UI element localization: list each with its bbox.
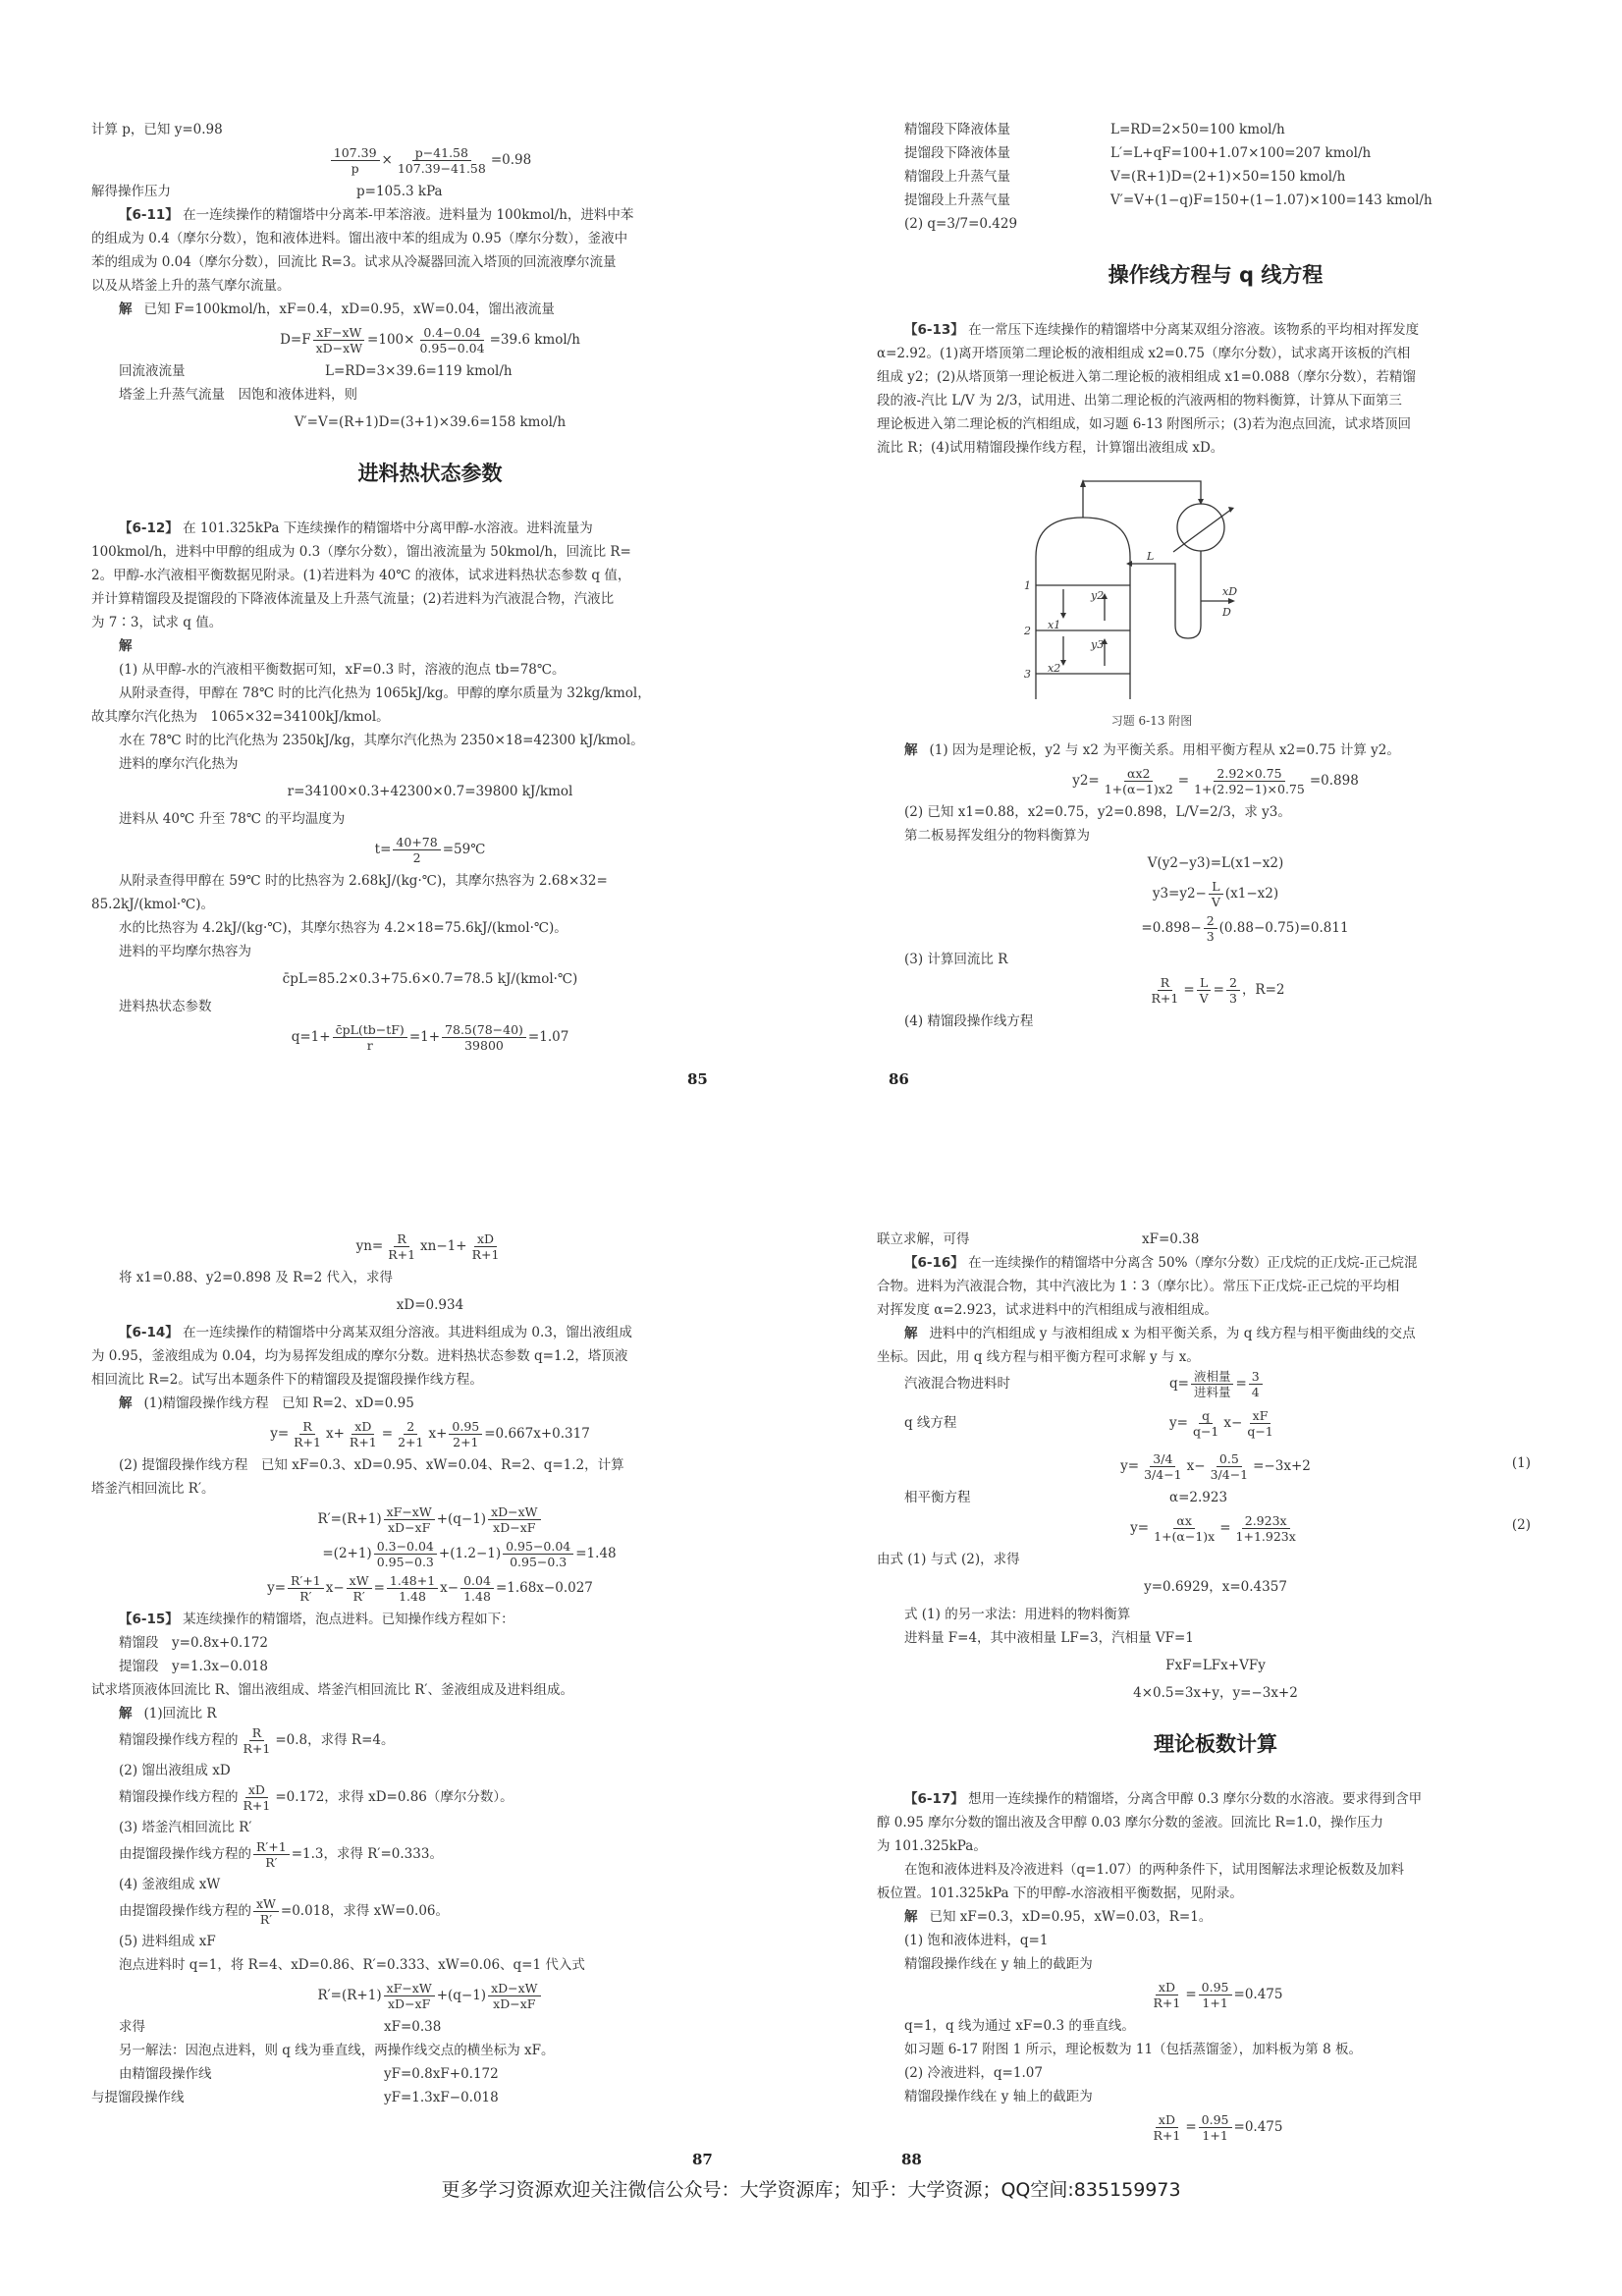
problem-tag: 【6-11】	[119, 207, 179, 223]
xD-label: xD	[1222, 585, 1238, 598]
page-85	[91, 118, 769, 1057]
y3-label: y3	[1091, 638, 1105, 651]
section-heading: 操作线方程与 q 线方程	[1108, 263, 1324, 287]
section-heading: 进料热状态参数	[357, 462, 503, 485]
solution-label: 解	[119, 301, 133, 317]
section-heading: 理论板数计算	[1154, 1732, 1277, 1756]
problem-6-15: 【6-15】 某连续操作的精馏塔，泡点进料。已知操作线方程如下： 精馏段 y=0.8x+0.172 提馏段 y=1.3x−0.018 试求塔顶液体回流比 R、馏出液组成、塔釜汽相回流比 R′、釜液组成及进料组成。 解 (1)回流比 R 精馏段操作线方程的 $\frac{R}{R+1}$ =0.8，求得 R=4。 (2) 馏出液组成 xD 精馏段操作线方程的 $\frac{xD}{R+1}$ =0.172，求得 xD=0.86（摩尔分数）。 (3) 塔釜汽相回流比 R′ 由提馏段操作线方程的 $\frac{R'+1}{R'}$ =1.3，求得 R′=0.333。 (4) 釜液组成 xW 由提馏段操作线方程的 $\frac{xW}{R'}$ =0.018，求得 xW=0.06。 (5) 进料组成 xF 泡点进料时 q=1，将 R=4、xD=0.86、R′=0.333、xW=0.06、q=1 代入式 R′=(R+1) $\frac{xF-xW}{xD-xF}$ +(q−1) $\frac{xD-xW}{xD-xF}$ 求得 xF=0.38 另一解法：因泡点进料，则 q 线为垂直线，两操作线交点的横坐标为 xF。 由精馏段操作线 yF=0.8xF+0.172 与提馏段操作线 yF=1.3xF−0.018	[91, 1612, 585, 2105]
equation-number: (2)	[1511, 1517, 1531, 1533]
page-number-86: 86	[889, 1070, 909, 1088]
arrow-icon	[1060, 613, 1066, 619]
page-number-88: 88	[901, 2151, 922, 2168]
page-86: 精馏段下降液体量 L=RD=2×50=100 kmol/h 提馏段下降液体量 L′=L+qF=100+1.07×100=207 kmol/h 精馏段上升蒸气量 V=(R+1)D=(2+1)×50=150 kmol/h 提馏段上升蒸气量 V′=V+(1−q)F=150+(1−1.07)×100=143 kmol/h (2) q=3/7=0.429 操作线方程与 q 线方程 【6-13】 在一常压下连续操作的精馏塔中分离某双组分溶液。该物系的平均相对挥发度 α=2.92。(1)离开塔顶第二理论板的液相组成 x2=0.75（摩尔分数），试求离开该板的汽相 组成 y2；(2)从塔顶第一理论板进入第二理论板的液相组成 x1=0.088（摩尔分数），若精馏 段的液-汽比 L/V 为 2/3，试用进、出第二理论板的汽液两相的物料衡算，计算从下面第三 理论板进入第二理论板的汽相组成，如习题 6-13 附图所示；(3)若为泡点回流，试求塔顶回 流比 R；(4)试用精馏段操作线方程，计算馏出液组成 xD。 1 2 3 x1 x2 y2 y3 L xD D 习题 6-13 附图 解 (1) 因为是理论板，y2 与 x2 为平衡关系。用相平衡方程从 x2=0.75 计算 y2。 y2= $\frac{\alpha x2}{1+(\alpha-1)x2}$ = $\frac{2.92\times 0.75}{1+(2.92-1)\times 0.75}$ =0.898 (2) 已知 x1=0.88，x2=0.75，y2=0.898，L/V=2/3，求 y3。 第二板易挥发组分的物料衡算为 V(y2−y3)=L(x1−x2) y3=y2− $\frac{L}{V}$ (x1−x2) =0.898− $\frac{2}{3}$ (0.88−0.75)=0.811 (3) 计算回流比 R $\frac{R}{R+1}$ = $\frac{L}{V}$ = $\frac{2}{3}$ ，R=2 (4) 精馏段操作线方程	[877, 118, 1554, 1033]
plate-label: 3	[1024, 668, 1031, 681]
distillation-column-figure	[1004, 473, 1358, 733]
page-number-87: 87	[692, 2151, 713, 2168]
problem-6-13: 【6-13】 在一常压下连续操作的精馏塔中分离某双组分溶液。该物系的平均相对挥发度 α=2.92。(1)离开塔顶第二理论板的液相组成 x2=0.75（摩尔分数），试求离开该板的汽相 组成 y2；(2)从塔顶第一理论板进入第二理论板的液相组成 x1=0.088（摩尔分数），若精馏 段的液-汽比 L/V 为 2/3，试用进、出第二理论板的汽液两相的物料衡算，计算从下面第三 理论板进入第二理论板的汽相组成，如习题 6-13 附图所示；(3)若为泡点回流，试求塔顶回 流比 R；(4)试用精馏段操作线方程，计算馏出液组成 xD。 1 2 3 x1 x2 y2 y3 L xD D 习题 6-13 附图 解 (1) 因为是理论板，y2 与 x2 为平衡关系。用相平衡方程从 x2=0.75 计算 y2。 y2= $\frac{\alpha x2}{1+(\alpha-1)x2}$ = $\frac{2.92\times 0.75}{1+(2.92-1)\times 0.75}$ =0.898 (2) 已知 x1=0.88，x2=0.75，y2=0.898，L/V=2/3，求 y3。 第二板易挥发组分的物料衡算为 V(y2−y3)=L(x1−x2) y3=y2− $\frac{L}{V}$ (x1−x2) =0.898− $\frac{2}{3}$ (0.88−0.75)=0.811 (3) 计算回流比 R $\frac{R}{R+1}$ = $\frac{L}{V}$ = $\frac{2}{3}$ ，R=2 (4) 精馏段操作线方程	[877, 322, 1420, 1029]
arrow-icon	[1126, 561, 1132, 567]
problem-6-12: 【6-12】 在 101.325kPa 下连续操作的精馏塔中分离甲醇-水溶液。进料流量为 100kmol/h，进料中甲醇的组成为 0.3（摩尔分数），馏出液流量为 50kmol/h，回流比 R= 2。甲醇-水汽液相平衡数据见附录。(1)若进料为 40℃ 的液体，试求进料热状态参数 q 值， 并计算精馏段及提馏段的下降液体流量及上升蒸气流量；(2)若进料为汽液混合物，汽液比 为 7∶3，试求 q 值。 解 (1) 从甲醇-水的汽液相平衡数据可知，xF=0.3 时，溶液的泡点 tb=78℃。 从附录查得，甲醇在 78℃ 时的比汽化热为 1065kJ/kg。甲醇的摩尔质量为 32kg/kmol， 故其摩尔汽化热为 1065×32=34100kJ/kmol。 水在 78℃ 时的比汽化热为 2350kJ/kg，其摩尔汽化热为 2350×18=42300 kJ/kmol。 进料的摩尔汽化热为 r=34100×0.3+42300×0.7=39800 kJ/kmol 进料从 40℃ 升至 78℃ 的平均温度为 t= $\frac{40+78}{2}$ =59℃ 从附录查得甲醇在 59℃ 时的比热容为 2.68kJ/(kg·℃)，其摩尔热容为 2.68×32= 85.2kJ/(kmol·℃)。 水的比热容为 4.2kJ/(kg·℃)，其摩尔热容为 4.2×18=75.6kJ/(kmol·℃)。 进料的平均摩尔热容为 c̄pL=85.2×0.3+75.6×0.7=78.5 kJ/(kmol·℃) 进料热状态参数 q=1+ $\frac{c̄pL(tb-tF)}{r}$ =1+ $\frac{78.5(78-40)}{39800}$ =1.07	[91, 520, 651, 1053]
pressure-value: p=105.3 kPa	[356, 184, 443, 199]
y2-label: y2	[1091, 589, 1105, 602]
footer-watermark: 更多学习资源欢迎关注微信公众号：大学资源库；知乎：大学资源；QQ空间:835159973	[441, 2179, 1181, 2201]
equation-pressure: $\frac{107.39}{p}$ × $\frac{p-41.58}{107.39-41.58}$ =0.98	[91, 145, 769, 176]
problem-6-17: 【6-17】 想用一连续操作的精馏塔，分离含甲醇 0.3 摩尔分数的水溶液。要求得到含甲 醇 0.95 摩尔分数的馏出液及含甲醇 0.03 摩尔分数的釜液。回流比 R=1.0，操作压力 为 101.325kPa。 在饱和液体进料及冷液进料（q=1.07）的两种条件下，试用图解法求理论板数及加料 板位置。101.325kPa 下的甲醇-水溶液相平衡数据，见附录。 解 已知 xF=0.3，xD=0.95，xW=0.03，R=1。 (1) 饱和液体进料，q=1 精馏段操作线在 y 轴上的截距为 $\frac{xD}{R+1}$ = $\frac{0.95}{1+1}$ =0.475 q=1，q 线为通过 xF=0.3 的垂直线。 如习题 6-17 附图 1 所示，理论板数为 11（包括蒸馏釜），加料板为第 8 板。 (2) 冷液进料，q=1.07 精馏段操作线在 y 轴上的截距为 $\frac{xD}{R+1}$ = $\frac{0.95}{1+1}$ =0.475	[877, 1791, 1423, 2143]
D-label: D	[1222, 606, 1231, 619]
problem-6-11: 【6-11】 在一连续操作的精馏塔中分离苯-甲苯溶液。进料量为 100kmol/h，进料中苯 的组成为 0.4（摩尔分数），饱和液体进料。馏出液中苯的组成为 0.95（摩尔分数），釜液中 苯的组成为 0.04（摩尔分数），回流比 R=3。试求从冷凝器回流入塔顶的回流液摩尔流量 以及从塔釜上升的蒸气摩尔流量。 解 已知 F=100kmol/h，xF=0.4，xD=0.95，xW=0.04，馏出液流量 D=F $\frac{xF-xW}{xD-xW}$ =100× $\frac{0.4-0.04}{0.95-0.04}$ =39.6 kmol/h 回流液流量 L=RD=3×39.6=119 kmol/h 塔釜上升蒸气流量 因饱和液体进料，则 V′=V=(R+1)D=(3+1)×39.6=158 kmol/h	[91, 203, 769, 434]
equation-D: D=F $\frac{xF-xW}{xD-xW}$ =100× $\frac{0.4-0.04}{0.95-0.04}$ =39.6 kmol/h	[280, 325, 580, 355]
problem-6-16: 【6-16】 在一连续操作的精馏塔中分离含 50%（摩尔分数）正戊烷的正戊烷-正己烷混 合物。进料为汽液混合物，其中汽液比为 1∶3（摩尔比）。常压下正戊烷-正己烷的平均相 对挥发度 α=2.923，试求进料中的汽相组成与液相组成。 解 进料中的汽相组成 y 与液相组成 x 为相平衡关系，为 q 线方程与相平衡曲线的交点 坐标。因此，用 q 线方程与相平衡方程可求解 y 与 x。 汽液混合物进料时 q= $\frac{\text{液相量}}{\text{进料量}}$ = $\frac{3}{4}$ q 线方程 y= $\frac{q}{q-1}$ x− $\frac{xF}{q-1}$ y= $\frac{3/4}{3/4-1}$ x− $\frac{0.5}{3/4-1}$ =−3x+2 (1) 相平衡方程 α=2.923 y= $\frac{\alpha x}{1+(\alpha-1)x}$ = $\frac{2.923x}{1+1.923x}$ (2) 由式 (1) 与式 (2)，求得 y=0.6929，x=0.4357 式 (1) 的另一求法：用进料的物料衡算 进料量 F=4，其中液相量 LF=3，汽相量 VF=1 FxF=LFx+VFy 4×0.5=3x+y，y=−3x+2	[877, 1255, 1531, 1701]
pressure-label: 解得操作压力	[91, 184, 171, 199]
x1-label: x1	[1048, 619, 1061, 631]
page-88: 联立求解，可得 xF=0.38 【6-16】 在一连续操作的精馏塔中分离含 50%（摩尔分数）正戊烷的正戊烷-正己烷混 合物。进料为汽液混合物，其中汽液比为 1∶3（摩尔比）。常压下正戊烷-正己烷的平均相 对挥发度 α=2.923，试求进料中的汽相组成与液相组成。 解 进料中的汽相组成 y 与液相组成 x 为相平衡关系，为 q 线方程与相平衡曲线的交点 坐标。因此，用 q 线方程与相平衡方程可求解 y 与 x。 汽液混合物进料时 q= $\frac{\text{液相量}}{\text{进料量}}$ = $\frac{3}{4}$ q 线方程 y= $\frac{q}{q-1}$ x− $\frac{xF}{q-1}$ y= $\frac{3/4}{3/4-1}$ x− $\frac{0.5}{3/4-1}$ =−3x+2 (1) 相平衡方程 α=2.923 y= $\frac{\alpha x}{1+(\alpha-1)x}$ = $\frac{2.923x}{1+1.923x}$ (2) 由式 (1) 与式 (2)，求得 y=0.6929，x=0.4357 式 (1) 的另一求法：用进料的物料衡算 进料量 F=4，其中液相量 LF=3，汽相量 VF=1 FxF=LFx+VFy 4×0.5=3x+y，y=−3x+2 理论板数计算 【6-17】 想用一连续操作的精馏塔，分离含甲醇 0.3 摩尔分数的水溶液。要求得到含甲 醇 0.95 摩尔分数的馏出液及含甲醇 0.03 摩尔分数的釜液。回流比 R=1.0，操作压力 为 101.325kPa。 在饱和液体进料及冷液进料（q=1.07）的两种条件下，试用图解法求理论板数及加料 板位置。101.325kPa 下的甲醇-水溶液相平衡数据，见附录。 解 已知 xF=0.3，xD=0.95，xW=0.03，R=1。 (1) 饱和液体进料，q=1 精馏段操作线在 y 轴上的截距为 $\frac{xD}{R+1}$ = $\frac{0.95}{1+1}$ =0.475 q=1，q 线为通过 xF=0.3 的垂直线。 如习题 6-17 附图 1 所示，理论板数为 11（包括蒸馏釜），加料板为第 8 板。 (2) 冷液进料，q=1.07 精馏段操作线在 y 轴上的截距为 $\frac{xD}{R+1}$ = $\frac{0.95}{1+1}$ =0.475	[877, 1228, 1554, 2147]
intro-line: 计算 p，已知 y=0.98	[91, 122, 223, 137]
page-87: yn= $\frac{R}{R+1}$ xn−1+ $\frac{xD}{R+1}$ 将 x1=0.88、y2=0.898 及 R=2 代入，求得 xD=0.934 【6-14】 在一连续操作的精馏塔中分离某双组分溶液。其进料组成为 0.3，馏出液组成 为 0.95，釜液组成为 0.04，均为易挥发组成的摩尔分数。进料热状态参数 q=1.2，塔顶液 相回流比 R=2。试写出本题条件下的精馏段及提馏段操作线方程。 解 (1)精馏段操作线方程 已知 R=2、xD=0.95 y= $\frac{R}{R+1}$ x+ $\frac{xD}{R+1}$ = $\frac{2}{2+1}$ x+ $\frac{0.95}{2+1}$ =0.667x+0.317 (2) 提馏段操作线方程 已知 xF=0.3、xD=0.95、xW=0.04、R=2、q=1.2，计算 塔釜汽相回流比 R′。 R′=(R+1) $\frac{xF-xW}{xD-xF}$ +(q−1) $\frac{xD-xW}{xD-xF}$ =(2+1) $\frac{0.3-0.04}{0.95-0.3}$ +(1.2−1) $\frac{0.95-0.04}{0.95-0.3}$ =1.48 y= $\frac{R'+1}{R'}$ x− $\frac{xW}{R'}$ = $\frac{1.48+1}{1.48}$ x− $\frac{0.04}{1.48}$ =1.68x−0.027 【6-15】 某连续操作的精馏塔，泡点进料。已知操作线方程如下： 精馏段 y=0.8x+0.172 提馏段 y=1.3x−0.018 试求塔顶液体回流比 R、馏出液组成、塔釜汽相回流比 R′、釜液组成及进料组成。 解 (1)回流比 R 精馏段操作线方程的 $\frac{R}{R+1}$ =0.8，求得 R=4。 (2) 馏出液组成 xD 精馏段操作线方程的 $\frac{xD}{R+1}$ =0.172，求得 xD=0.86（摩尔分数）。 (3) 塔釜汽相回流比 R′ 由提馏段操作线方程的 $\frac{R'+1}{R'}$ =1.3，求得 R′=0.333。 (4) 釜液组成 xW 由提馏段操作线方程的 $\frac{xW}{R'}$ =0.018，求得 xW=0.06。 (5) 进料组成 xF 泡点进料时 q=1，将 R=4、xD=0.86、R′=0.333、xW=0.06、q=1 代入式 R′=(R+1) $\frac{xF-xW}{xD-xF}$ +(q−1) $\frac{xD-xW}{xD-xF}$ 求得 xF=0.38 另一解法：因泡点进料，则 q 线为垂直线，两操作线交点的横坐标为 xF。 由精馏段操作线 yF=0.8xF+0.172 与提馏段操作线 yF=1.3xF−0.018	[91, 1228, 769, 2109]
figure-caption: 习题 6-13 附图	[1110, 714, 1193, 728]
arrow-icon	[1080, 479, 1086, 487]
reflux-label: L	[1147, 550, 1155, 563]
arrow-icon	[1228, 598, 1235, 604]
plate-label: 2	[1024, 625, 1031, 637]
problem-6-14: 【6-14】 在一连续操作的精馏塔中分离某双组分溶液。其进料组成为 0.3，馏出液组成 为 0.95，釜液组成为 0.04，均为易挥发组成的摩尔分数。进料热状态参数 q=1.2，塔顶液 相回流比 R=2。试写出本题条件下的精馏段及提馏段操作线方程。 解 (1)精馏段操作线方程 已知 R=2、xD=0.95 y= $\frac{R}{R+1}$ x+ $\frac{xD}{R+1}$ = $\frac{2}{2+1}$ x+ $\frac{0.95}{2+1}$ =0.667x+0.317 (2) 提馏段操作线方程 已知 xF=0.3、xD=0.95、xW=0.04、R=2、q=1.2，计算 塔釜汽相回流比 R′。 R′=(R+1) $\frac{xF-xW}{xD-xF}$ +(q−1) $\frac{xD-xW}{xD-xF}$ =(2+1) $\frac{0.3-0.04}{0.95-0.3}$ +(1.2−1) $\frac{0.95-0.04}{0.95-0.3}$ =1.48 y= $\frac{R'+1}{R'}$ x− $\frac{xW}{R'}$ = $\frac{1.48+1}{1.48}$ x− $\frac{0.04}{1.48}$ =1.68x−0.027	[91, 1325, 632, 1604]
column-diagram	[1004, 473, 1338, 699]
arrow-icon	[1060, 660, 1066, 666]
arrow-icon	[1228, 507, 1234, 513]
reflux-pipe	[1132, 551, 1201, 638]
equation-number: (1)	[1511, 1455, 1531, 1471]
plate-label: 1	[1024, 579, 1031, 592]
page-number-85: 85	[687, 1070, 708, 1088]
x2-label: x2	[1048, 662, 1061, 675]
